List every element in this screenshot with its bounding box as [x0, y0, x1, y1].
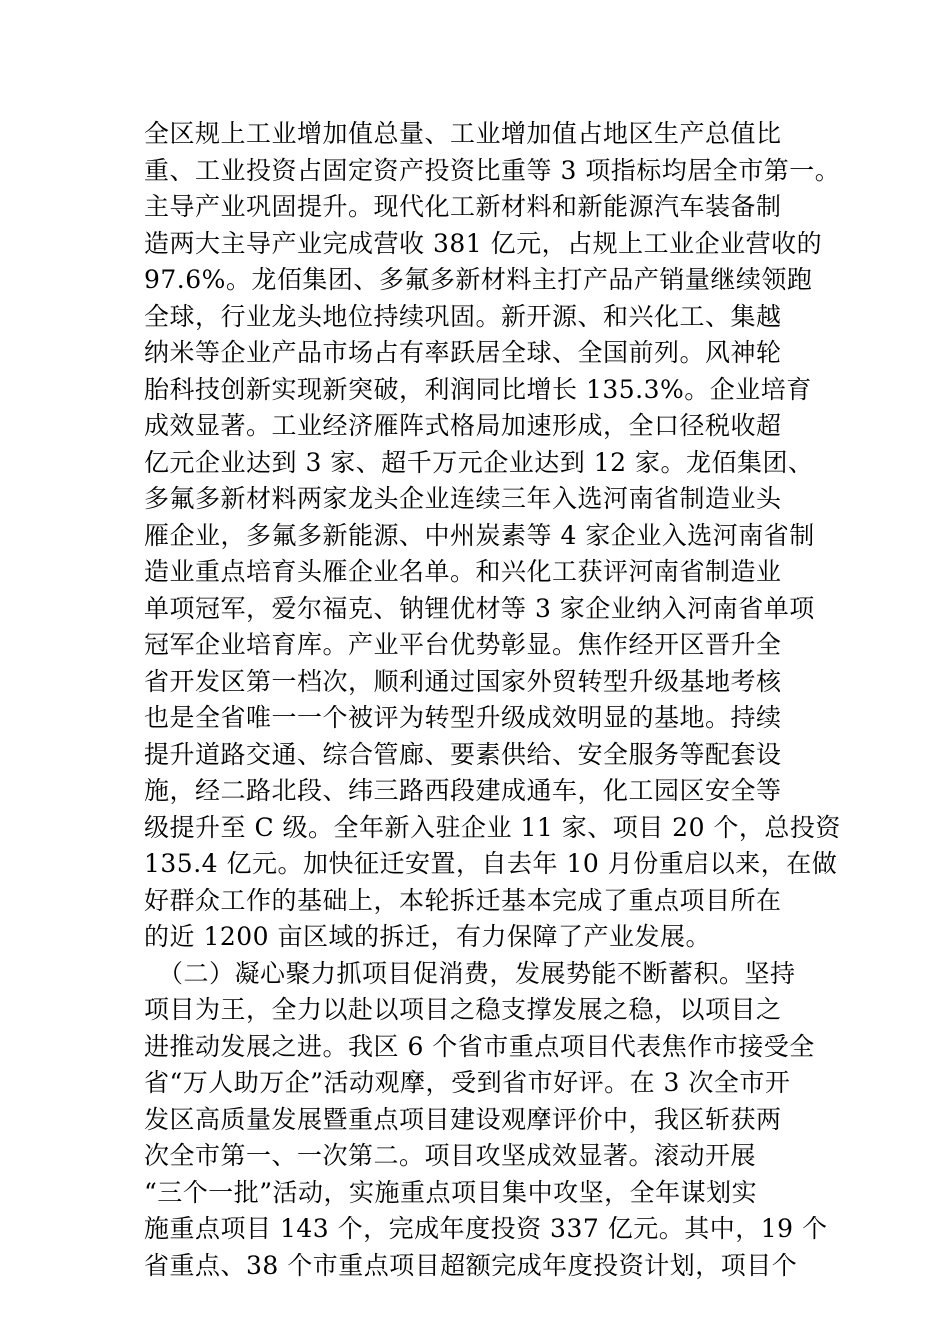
text-line: 多氟多新材料两家龙头企业连续三年入选河南省制造业头: [144, 484, 782, 513]
text-line: 造业重点培育头雁企业名单。和兴化工获评河南省制造业: [144, 557, 782, 586]
text-line: “三个一批”活动，实施重点项目集中攻坚，全年谋划实: [144, 1177, 758, 1207]
text-line: 进推动发展之进。我区 6 个省市重点项目代表焦作市接受全: [144, 1031, 815, 1061]
text-line: 亿元企业达到 3 家、超千万元企业达到 12 家。龙佰集团、: [144, 447, 814, 477]
text-line: 省重点、38 个市重点项目超额完成年度投资计划，项目个: [144, 1250, 798, 1280]
text-line: 全区规上工业增加值总量、工业增加值占地区生产总值比: [144, 119, 782, 148]
body-text: [144, 116, 841, 1284]
text-line: 造两大主导产业完成营收 381 亿元，占规上工业企业营收的: [144, 228, 823, 258]
text-line: 省“万人助万企”活动观摩，受到省市好评。在 3 次全市开: [144, 1068, 791, 1097]
text-line: 施，经二路北段、纬三路西段建成通车，化工园区安全等: [144, 776, 782, 805]
text-line: 级提升至 C 级。全年新入驻企业 11 家、项目 20 个，总投资: [144, 812, 841, 842]
text-line: 提升道路交通、综合管廊、要素供给、安全服务等配套设: [144, 739, 782, 769]
text-line: 135.4 亿元。加快征迁安置，自去年 10 月份重启以来，在做: [144, 849, 838, 878]
text-line: 胎科技创新实现新突破，利润同比增长 135.3%。企业培育: [144, 374, 812, 404]
text-line: 好群众工作的基础上，本轮拆迁基本完成了重点项目所在: [144, 885, 782, 915]
text-line: 重、工业投资占固定资产投资比重等 3 项指标均居全市第一。: [144, 155, 841, 185]
text-line: 次全市第一、一次第二。项目攻坚成效显著。滚动开展: [144, 1141, 757, 1170]
text-line: 雁企业，多氟多新能源、中州炭素等 4 家企业入选河南省制: [144, 520, 815, 550]
text-line: 纳米等企业产品市场占有率跃居全球、全国前列。风神轮: [144, 338, 782, 367]
text-line: 全球，行业龙头地位持续巩固。新开源、和兴化工、集越: [144, 301, 782, 331]
text-line: 冠军企业培育库。产业平台优势彰显。焦作经开区晋升全: [144, 630, 782, 659]
text-line: 97.6%。龙佰集团、多氟多新材料主打产品产销量继续领跑: [144, 265, 813, 294]
text-line: 单项冠军，爱尔福克、钠锂优材等 3 家企业纳入河南省单项: [144, 593, 815, 623]
text-line: 项目为王，全力以赴以项目之稳支撑发展之稳，以项目之: [144, 995, 782, 1024]
text-line: 施重点项目 143 个，完成年度投资 337 亿元。其中，19 个: [144, 1214, 828, 1243]
text-line: 成效显著。工业经济雁阵式格局加速形成，全口径税收超: [144, 411, 782, 440]
text-line: 发区高质量发展暨重点项目建设观摩评价中，我区斩获两: [144, 1104, 782, 1134]
section-heading-line: （二）凝心聚力抓项目促消费，发展势能不断蓄积。坚持: [158, 958, 796, 988]
text-line: 也是全省唯一一个被评为转型升级成效明显的基地。持续: [144, 703, 782, 732]
text-line: 省开发区第一档次，顺利通过国家外贸转型升级基地考核: [144, 666, 782, 696]
text-line: 主导产业巩固提升。现代化工新材料和新能源汽车装备制: [144, 192, 782, 221]
text-line: 的近 1200 亩区域的拆迁，有力保障了产业发展。: [144, 922, 712, 951]
